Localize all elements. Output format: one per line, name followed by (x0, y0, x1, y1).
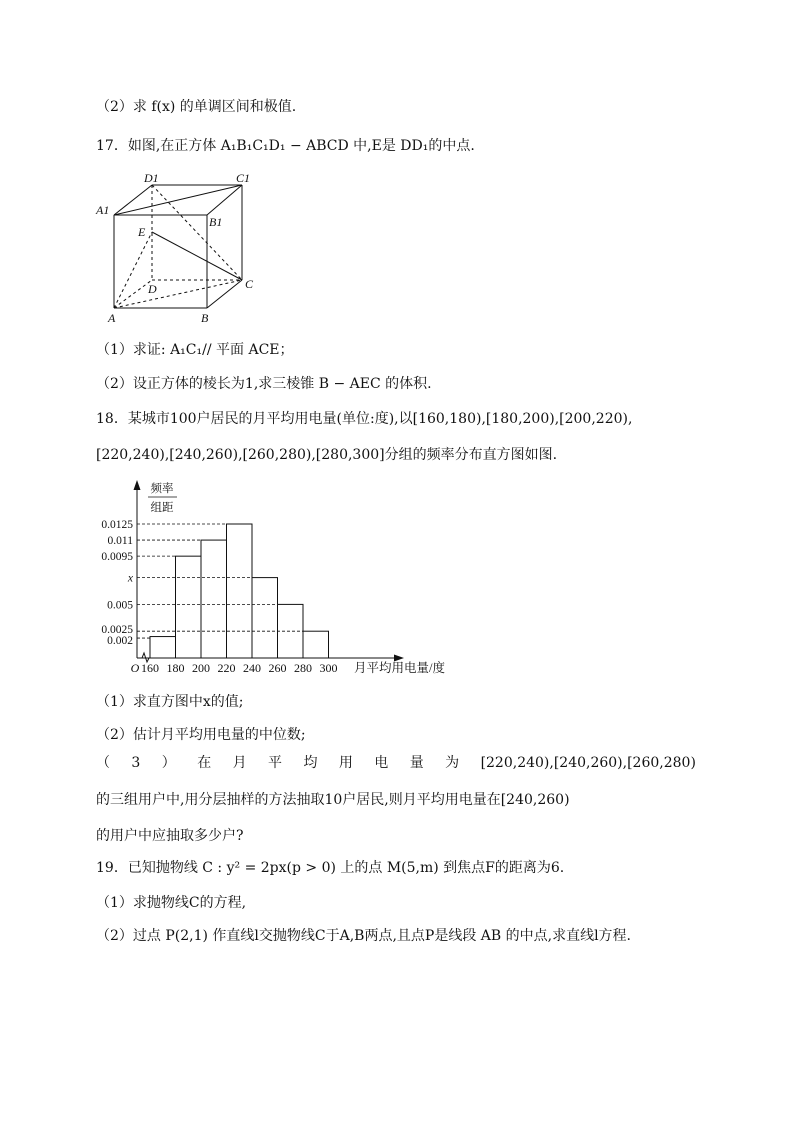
y-tick-label: 0.011 (107, 535, 133, 548)
y-tick-label: 0.002 (107, 635, 133, 648)
q18-part3-token: ） (161, 755, 176, 771)
q17-part2: （2）设正方体的棱长为1,求三棱锥 B − AEC 的体积. (96, 376, 432, 392)
q18-part1: （1）求直方图中x的值; (96, 694, 244, 710)
x-tick-label: 280 (294, 661, 312, 675)
label-d: D (148, 282, 157, 296)
y-axis-label-bottom: 组距 (150, 502, 174, 514)
q16-part2: （2）求 f(x) 的单调区间和极值. (96, 99, 297, 115)
histogram-bar (150, 637, 176, 658)
edge-d1c (152, 185, 242, 280)
q19-part1: （1）求抛物线C的方程, (96, 895, 247, 911)
x-tick-label: 260 (268, 661, 287, 675)
histogram-bar (252, 578, 278, 658)
edge-ac (114, 280, 242, 308)
edge-ae (114, 232, 152, 308)
q18-part3-token: [220,240),[240,260),[260,280) (480, 755, 696, 771)
histogram-bar (227, 524, 253, 658)
q18-part3-line1 (96, 753, 696, 773)
label-a1: A1 (96, 203, 110, 217)
label-e: E (138, 225, 146, 239)
label-d1: D1 (144, 171, 159, 185)
q17-part1: （1）求证: A₁C₁// 平面 ACE； (96, 342, 294, 358)
q18-part3-token: 在 (197, 755, 212, 771)
q18-part2: （2）估计月平均用电量的中位数; (96, 727, 306, 743)
q18-part3-token: 3 (131, 755, 141, 771)
q18-part3-token: 量 (409, 755, 424, 771)
q18-part3-token: （ (96, 755, 110, 771)
histogram-bar (176, 556, 202, 658)
label-c1: C1 (236, 171, 251, 185)
edge-ec (152, 232, 242, 280)
edge-bc (207, 280, 242, 308)
origin-label: O (130, 661, 140, 675)
y-tick-label: 0.0025 (101, 624, 133, 637)
histogram-bar (201, 540, 227, 658)
label-a: A (108, 311, 116, 325)
x-tick-label: 300 (319, 661, 338, 675)
q18-part3-line2: 的三组用户中,用分层抽样的方法抽取10户居民,则月平均用电量在[240,260) (96, 792, 570, 808)
y-tick-label: 0.005 (107, 599, 133, 612)
x-tick-label: 200 (192, 661, 210, 675)
histogram-chart (92, 478, 482, 678)
x-tick-label: 180 (166, 661, 185, 675)
y-tick-label: x (127, 572, 133, 585)
q18-part3-token: 均 (303, 755, 318, 771)
q19-part2: （2）过点 P(2,1) 作直线l交抛物线C于A,B两点,且点P是线段 AB 的中点,求直线l方程. (96, 928, 631, 944)
histogram-bar (303, 631, 329, 658)
q18-part3-token: 为 (445, 755, 460, 771)
label-b: B (201, 311, 209, 325)
y-axis-arrow (134, 480, 141, 490)
q17-stem: 17．如图,在正方体 A₁B₁C₁D₁ − ABCD 中,E是 DD₁的中点. (96, 138, 475, 154)
q18-part3-line3: 的用户中应抽取多少户? (96, 828, 244, 844)
y-axis-label-top: 频率 (150, 483, 174, 495)
q18-part3-token: 用 (338, 755, 353, 771)
cube-figure (92, 170, 262, 328)
x-tick-label: 220 (217, 661, 236, 675)
x-tick-label: 240 (243, 661, 261, 675)
y-tick-label: 0.0125 (101, 519, 133, 531)
q18-part3-token: 月 (232, 755, 247, 771)
label-b1: B1 (209, 215, 223, 229)
label-c: C (245, 277, 254, 291)
x-axis-label: 月平均用电量/度 (354, 661, 445, 675)
q19-stem: 19．已知抛物线 C : y² = 2px(p > 0) 上的点 M(5,m) 到焦点F的距离为6. (96, 860, 565, 876)
q18-part3-token: 电 (374, 755, 389, 771)
x-tick-label: 160 (141, 661, 159, 675)
q18-stem-line2: [220,240),[240,260),[260,280),[280,300]分组的频率分布直方图如图. (96, 447, 558, 463)
y-tick-label: 0.0095 (101, 551, 133, 564)
q18-part3-token: 平 (268, 755, 283, 771)
q18-stem-line1: 18．某城市100户居民的月平均用电量(单位:度),以[160,180),[180,200),[200,220), (96, 411, 633, 427)
